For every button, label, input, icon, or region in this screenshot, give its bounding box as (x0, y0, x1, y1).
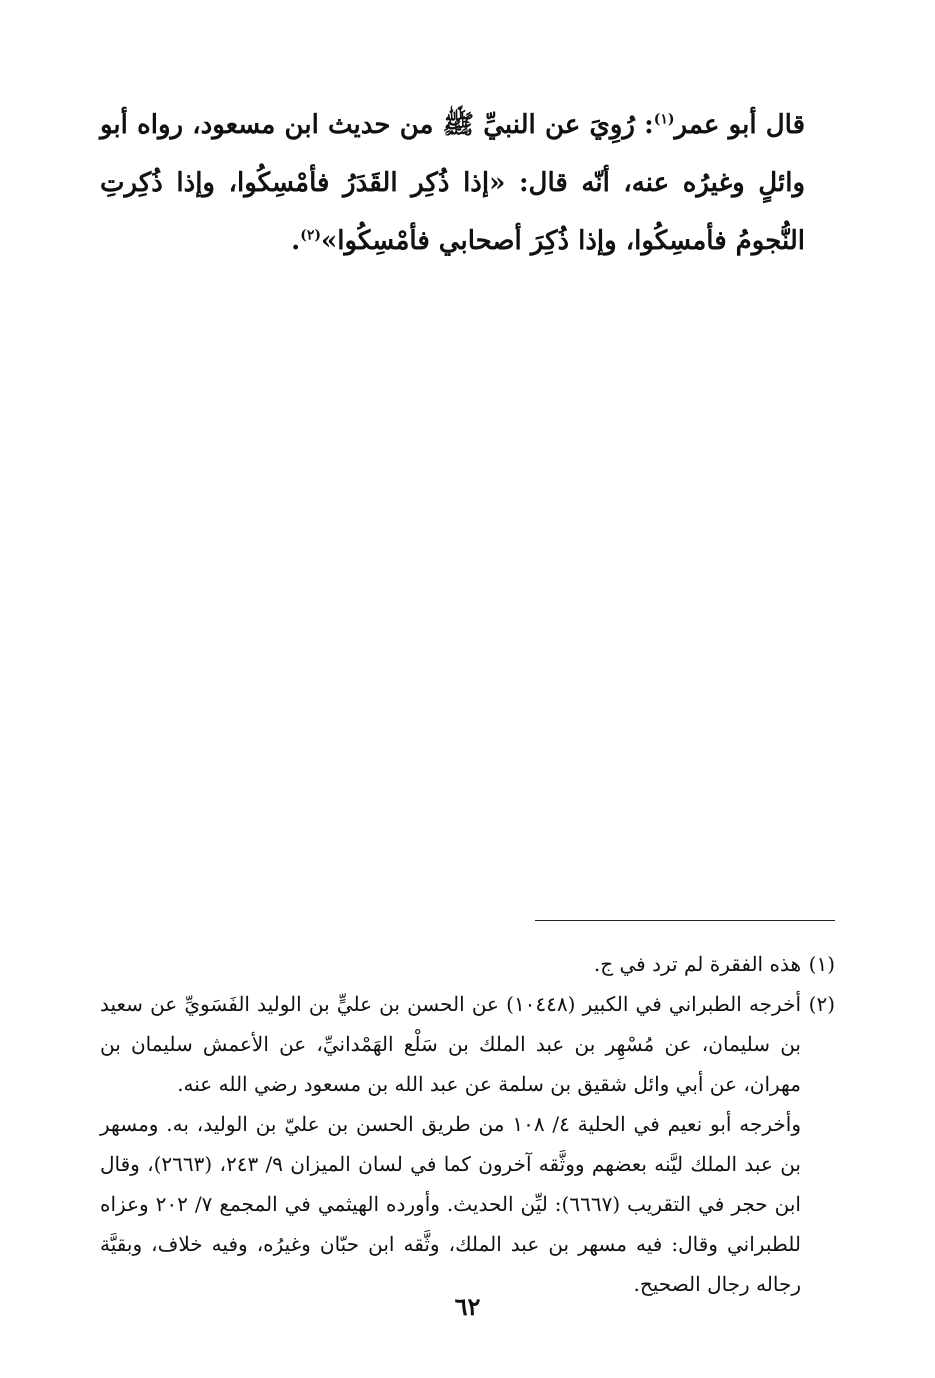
speaker-name: قال أبو عمر (674, 110, 805, 140)
footnote-ref-1[interactable]: (١) (653, 111, 675, 128)
end-punctuation: . (291, 226, 301, 256)
footnote-number-1: (١) (808, 952, 835, 976)
footnote-separator (535, 920, 835, 921)
footnote-text-1: هذه الفقرة لم ترد في ج. (593, 952, 801, 976)
main-paragraph (100, 96, 805, 270)
footnotes-section (100, 944, 835, 1304)
main-text-line (100, 96, 805, 270)
footnote-1 (100, 944, 835, 984)
page-number: ٦٢ (454, 1292, 481, 1321)
footnote-2-continuation: وأخرجه أبو نعيم في الحلية ٤/ ١٠٨ من طريق الحسن بن عليّ بن الوليد، به. ومسهر بن عبد الملك ليَّنه بعضهم ووثَّقه آخرون كما في لسان الميزان ٩/ ٢٤٣، (٢٦٦٣)، وقال ابن حجر في التقريب (٦٦٦٧): ليِّن الحديث. وأورده الهيثمي في المجمع ٧/ ٢٠٢ وعزاه للطبراني وقال: فيه مسهر بن عبد الملك، وثَّقه ابن حبّان وغيرُه، وفيه خلاف، وبقيَّة رجاله رجال الصحيح. (100, 1112, 801, 1296)
footnote-text-2: أخرجه الطبراني في الكبير (١٠٤٤٨) عن الحسن بن عليٍّ بن الوليد الفَسَويِّ عن سعيد بن سليمان، عن مُسْهِر بن عبد الملك بن سَلْع الهَمْدانيِّ، عن الأعمش سليمان بن مهران، عن أبي وائل شقيق بن سلمة عن عبد الله بن مسعود رضي الله عنه. (100, 992, 801, 1096)
footnote-number-2: (٢) (808, 992, 835, 1016)
footnote-2 (100, 984, 835, 1104)
footnote-ref-2[interactable]: (٢) (300, 227, 322, 244)
hadith-text: : رُوِيَ عن النبيِّ ﷺ من حديث ابن مسعود، رواه أبو وائلٍ وغيرُه عنه، أنّه قال: «إذا ذُكِر القَدَرُ فأمْسِكُوا، وإذا ذُكِرتِ النُّجومُ فأمسِكُوا، وإذا ذُكِرَ أصحابي فأمْسِكُوا» (100, 110, 805, 256)
